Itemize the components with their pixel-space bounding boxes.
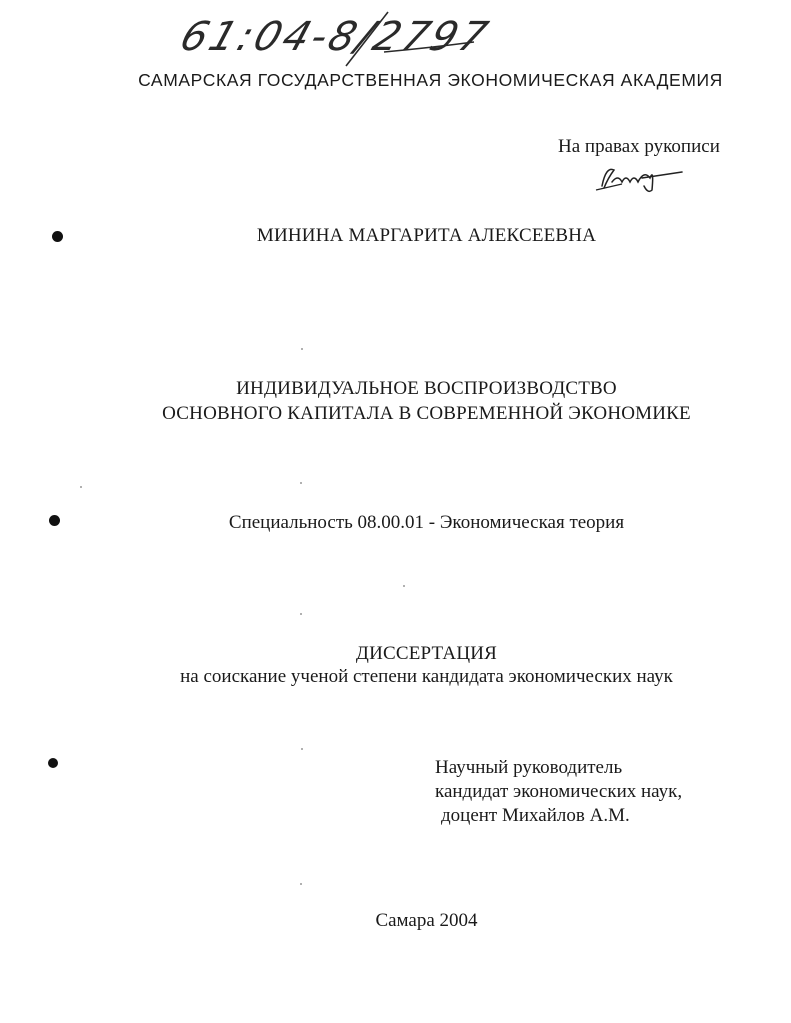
scan-speck: [403, 585, 405, 587]
title-line-1: ИНДИВИДУАЛЬНОЕ ВОСПРОИЗВОДСТВО: [236, 378, 617, 399]
academy-name: САМАРСКАЯ ГОСУДАРСТВЕННАЯ ЭКОНОМИЧЕСКАЯ АКАДЕМИЯ: [138, 70, 723, 90]
punch-hole-mark: [48, 758, 58, 768]
supervisor-name: доцент Михайлов А.М.: [441, 805, 630, 826]
supervisor-role: Научный руководитель: [435, 757, 623, 778]
city-year: Самара 2004: [375, 910, 478, 931]
archive-code: 61:04-8/2797: [174, 14, 496, 60]
scan-speck: [300, 613, 302, 615]
document-type: ДИССЕРТАЦИЯ: [355, 643, 498, 664]
scan-speck: [300, 883, 302, 885]
scan-speck: [301, 748, 303, 750]
supervisor-degree: кандидат экономических наук,: [435, 781, 683, 802]
dissertation-title: [0, 376, 791, 426]
author-name: МИНИНА МАРГАРИТА АЛЕКСЕЕВНА: [256, 225, 597, 246]
title-line-2: ОСНОВНОГО КАПИТАЛА В СОВРЕМЕННОЙ ЭКОНОМИКЕ: [162, 403, 691, 424]
degree-line: на соискание ученой степени кандидата экономических наук: [180, 666, 673, 687]
scan-speck: [80, 486, 82, 488]
rights-note: На правах рукописи: [558, 136, 720, 157]
scan-speck: [301, 348, 303, 350]
handwritten-archive-number: [174, 8, 496, 70]
scan-speck: [300, 482, 302, 484]
supervisor-block: [435, 756, 682, 828]
specialty: Специальность 08.00.01 - Экономическая теория: [228, 512, 625, 533]
signature: [592, 160, 692, 196]
